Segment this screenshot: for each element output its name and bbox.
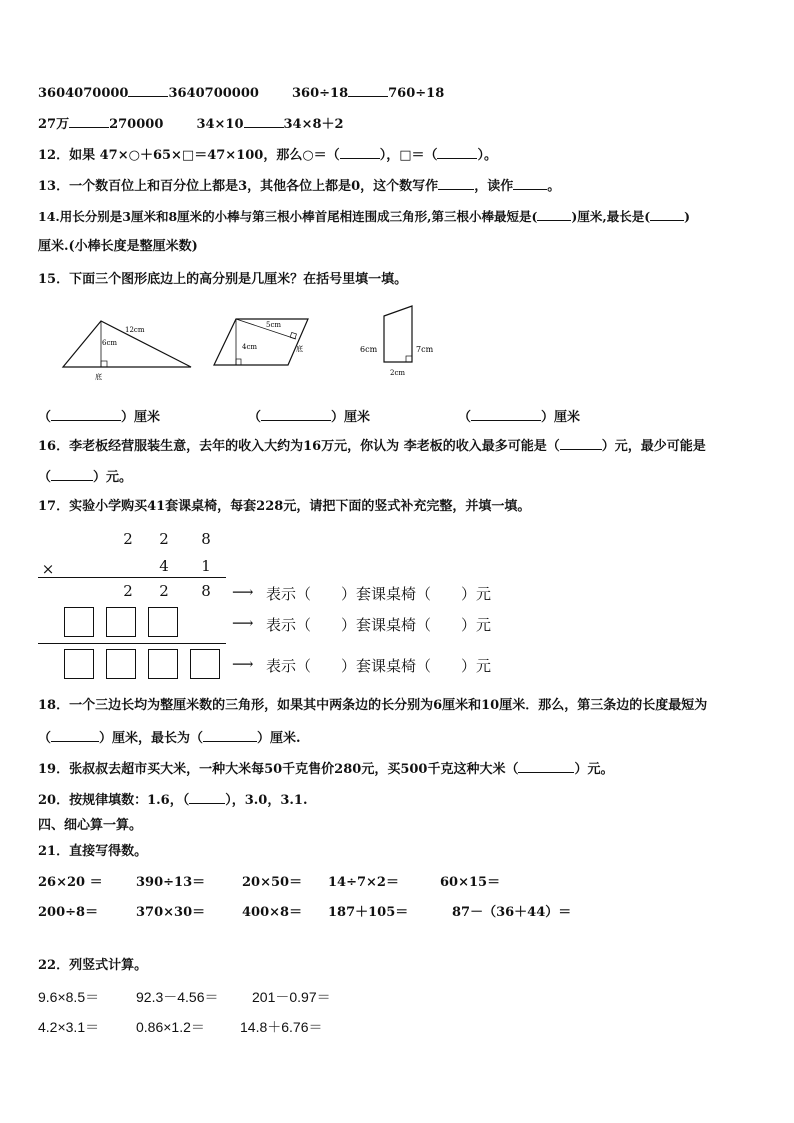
compare-value: 760÷18: [388, 86, 445, 101]
answer-blank[interactable]: [244, 115, 284, 128]
compare-value: 34×8＋2: [283, 117, 344, 132]
digit: 8: [201, 582, 211, 600]
compare-row-1: [38, 84, 444, 102]
digit-box[interactable]: [148, 649, 178, 679]
question-18-line-2: [38, 729, 301, 747]
question-text: ）元。: [93, 470, 133, 485]
answer-blank[interactable]: [650, 208, 684, 221]
question-17: 17．实验小学购买41套课桌椅，每套228元，请把下面的竖式补充完整，并填一填。: [38, 499, 531, 514]
paren: （: [38, 410, 52, 425]
height-label: 6cm: [102, 339, 118, 347]
question-14-line-1: [38, 208, 690, 225]
question-21: 21．直接写得数。: [38, 844, 148, 859]
unit-label: ）厘米: [121, 410, 161, 425]
calc-item: 20×50＝: [242, 875, 303, 890]
section-heading: 四、细心算一算。: [38, 818, 143, 833]
divider-line: [38, 577, 226, 578]
answer-blank[interactable]: [340, 146, 380, 159]
digit-box[interactable]: [148, 607, 178, 637]
question-text: ），3.0，3.1.: [225, 793, 308, 808]
side-label: 5cm: [266, 321, 282, 329]
question-text: ）厘米.: [257, 731, 301, 746]
figure-triangle: [55, 315, 205, 385]
question-13: [38, 177, 560, 195]
digit-box[interactable]: [64, 607, 94, 637]
answer-2: [248, 406, 370, 425]
calc-item: 60×15＝: [440, 875, 501, 890]
explanation-label: 表示（ ）套课桌椅（ ）元: [266, 585, 492, 603]
calc-item: 14÷7×2＝: [328, 875, 399, 890]
unit-label: ）厘米: [331, 410, 371, 425]
digit-box[interactable]: [106, 649, 136, 679]
digit: 2: [123, 582, 133, 600]
question-18-line-1: 18．一个三边长均为整厘米数的三角形，如果其中两条边的长分别为6厘米和10厘米．那么，第三条边的长度最短为: [38, 698, 708, 713]
question-16-line-2: [38, 468, 132, 486]
answer-blank[interactable]: [537, 208, 571, 221]
answer-blank[interactable]: [128, 84, 168, 97]
calc-item: 26×20 ＝: [38, 875, 103, 890]
question-text: ）元，最少可能是: [601, 439, 706, 454]
calc-item: 200÷8＝: [38, 905, 99, 920]
question-text: （: [38, 470, 52, 485]
answer-blank[interactable]: [437, 146, 477, 159]
question-text: ）元。: [574, 762, 614, 777]
divider-line: [38, 643, 226, 644]
question-15: 15．下面三个图形底边上的高分别是几厘米？在括号里填一填。: [38, 272, 408, 287]
answer-blank[interactable]: [51, 468, 93, 481]
question-12: [38, 146, 497, 164]
compare-value: 27万: [38, 117, 70, 132]
calc-item: 187＋105＝: [328, 905, 409, 920]
digit: 2: [123, 530, 133, 548]
compare-value: 3604070000: [38, 86, 129, 101]
answer-blank[interactable]: [438, 177, 474, 190]
question-text: ，读作: [474, 179, 514, 194]
left-label: 6cm: [360, 345, 378, 354]
paren: （: [458, 410, 472, 425]
question-text: 。: [547, 179, 561, 194]
digit: 4: [159, 557, 169, 575]
figure-trapezoid: [356, 302, 446, 380]
explanation-label: 表示（ ）套课桌椅（ ）元: [266, 657, 492, 675]
digit: 8: [201, 530, 211, 548]
paren: （: [248, 410, 262, 425]
times-sign: ×: [41, 560, 55, 578]
question-text: 14.用长分别是3厘米和8厘米的小棒与第三根小棒首尾相连围成三角形,第三根小棒最短是(: [38, 209, 538, 224]
calc-item: 87－（36＋44）＝: [452, 905, 572, 920]
answer-3: [458, 406, 580, 425]
answer-blank[interactable]: [189, 791, 225, 804]
compare-value: 270000: [109, 117, 164, 132]
question-16-line-1: [38, 437, 706, 455]
figure-parallelogram: [208, 313, 318, 373]
answer-1: [38, 406, 160, 425]
answer-blank[interactable]: [51, 408, 121, 421]
side-label: 12cm: [125, 326, 145, 334]
question-text: （: [38, 731, 52, 746]
compare-value: 3640700000: [168, 86, 259, 101]
digit-box[interactable]: [64, 649, 94, 679]
answer-blank[interactable]: [203, 729, 257, 742]
calc-item: 92.3－4.56＝: [136, 989, 219, 1005]
base-label: 底: [296, 345, 303, 353]
calc-item: 400×8＝: [242, 905, 303, 920]
question-text: 19．张叔叔去超市买大米，一种大米每50千克售价280元，买500千克这种大米（: [38, 762, 519, 777]
digit-box[interactable]: [106, 607, 136, 637]
right-label: 7cm: [416, 345, 434, 354]
explanation-label: 表示（ ）套课桌椅（ ）元: [266, 616, 492, 634]
calc-item: 201－0.97＝: [252, 989, 331, 1005]
question-text: ），□＝（: [379, 148, 438, 163]
answer-blank[interactable]: [348, 84, 388, 97]
question-text: 20．按规律填数：1.6，（: [38, 793, 190, 808]
answer-blank[interactable]: [513, 177, 547, 190]
digit-box[interactable]: [190, 649, 220, 679]
digit: 2: [159, 530, 169, 548]
calc-item: 9.6×8.5＝: [38, 989, 100, 1005]
question-20: [38, 791, 307, 809]
unit-label: ）厘米: [541, 410, 581, 425]
answer-blank[interactable]: [560, 437, 602, 450]
compare-value: 34×10: [196, 117, 244, 132]
calc-item: 14.8＋6.76＝: [240, 1019, 323, 1035]
height-label: 4cm: [242, 343, 258, 351]
arrow-icon: ⟶: [232, 583, 254, 601]
question-text: ): [684, 209, 691, 224]
question-19: [38, 760, 613, 778]
answer-blank[interactable]: [261, 408, 331, 421]
question-text: 12．如果 47×○＋65×□＝47×100，那么○＝（: [38, 148, 340, 163]
answer-blank[interactable]: [471, 408, 541, 421]
question-14-line-2: 厘米.(小棒长度是整厘米数): [38, 239, 198, 254]
question-text: 13．一个数百位上和百分位上都是3，其他各位上都是0，这个数写作: [38, 179, 439, 194]
answer-blank[interactable]: [518, 760, 574, 773]
digit: 2: [159, 582, 169, 600]
question-22: 22．列竖式计算。: [38, 958, 148, 973]
compare-value: 360÷18: [292, 86, 349, 101]
question-text: )厘米,最长是(: [571, 209, 651, 224]
arrow-icon: ⟶: [232, 614, 254, 632]
calc-item: 4.2×3.1＝: [38, 1019, 100, 1035]
base-label: 2cm: [390, 369, 406, 377]
question-text: 16．李老板经营服装生意，去年的收入大约为16万元，你认为 李老板的收入最多可能是（: [38, 439, 560, 454]
calc-item: 370×30＝: [136, 905, 206, 920]
base-label: 底: [95, 373, 102, 381]
answer-blank[interactable]: [69, 115, 109, 128]
answer-blank[interactable]: [51, 729, 99, 742]
compare-row-2: [38, 115, 344, 133]
digit: 1: [201, 557, 211, 575]
calc-item: 0.86×1.2＝: [136, 1019, 205, 1035]
calc-item: 390÷13＝: [136, 875, 206, 890]
arrow-icon: ⟶: [232, 655, 254, 673]
question-text: ）。: [477, 148, 497, 163]
question-text: ）厘米，最长为（: [99, 731, 204, 746]
